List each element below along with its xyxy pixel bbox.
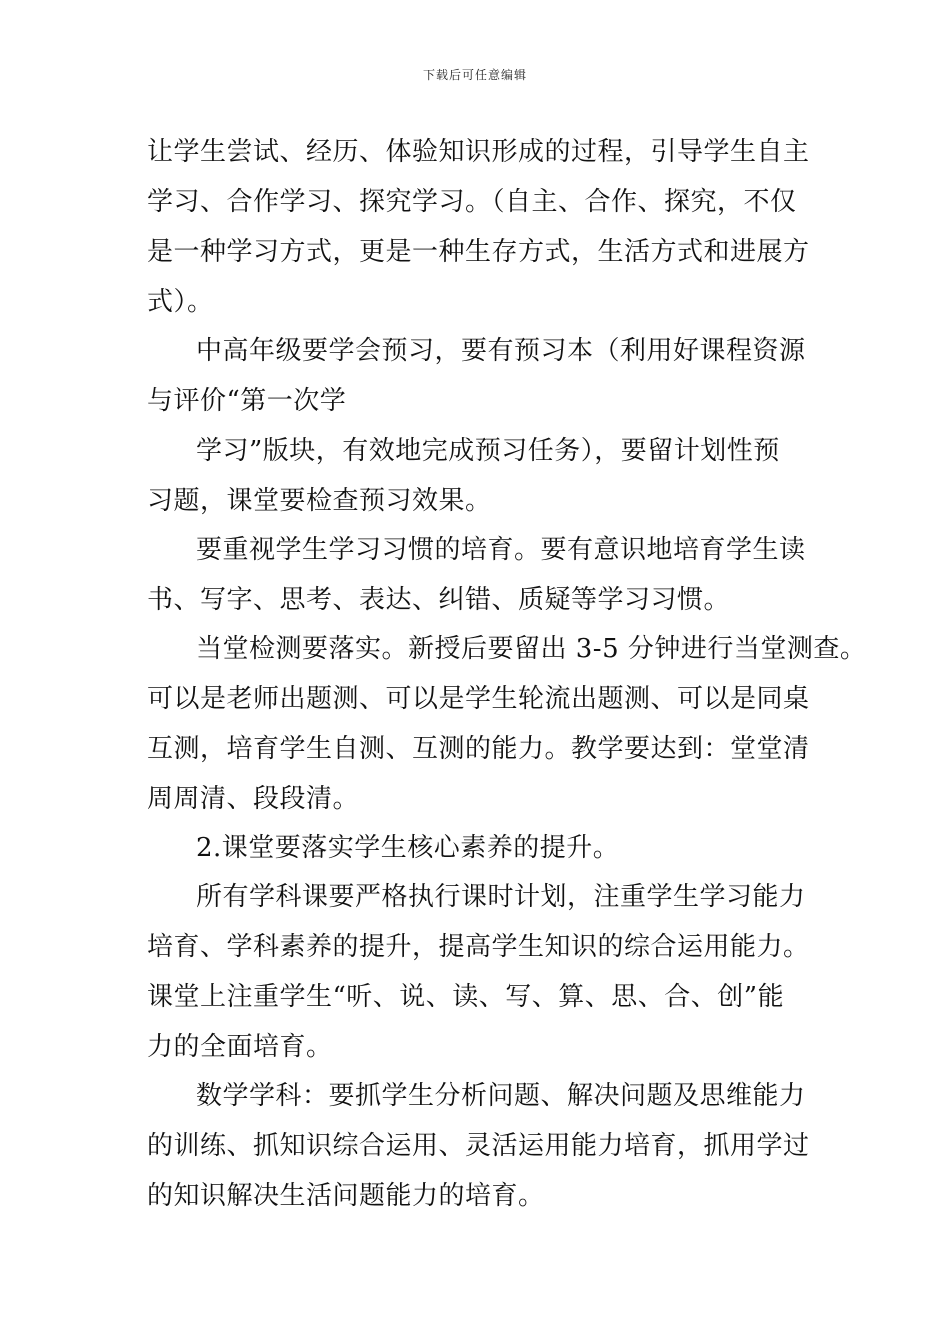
section-heading: 2.课堂要落实学生核心素养的提升。 <box>196 833 620 863</box>
paragraph-line: 互测，培育学生自测、互测的能力。教学要达到：堂堂清 <box>147 734 810 764</box>
paragraph-line: 可以是老师出题测、可以是学生轮流出题测、可以是同桌 <box>147 684 810 714</box>
paragraph-line: 的训练、抓知识综合运用、灵活运用能力培育，抓用学过 <box>147 1131 810 1161</box>
paragraph-line: 当堂检测要落实。新授后要留出 3-5 分钟进行当堂测查。 <box>196 634 867 664</box>
paragraph-line: 的知识解决生活问题能力的培育。 <box>147 1181 545 1211</box>
paragraph-line: 学习、合作学习、探究学习。（自主、合作、探究，不仅 <box>147 187 797 217</box>
paragraph-line: 式）。 <box>147 287 214 317</box>
page-header: 下载后可任意编辑 <box>422 68 527 82</box>
paragraph-line: 书、写字、思考、表达、纠错、质疑等学习习惯。 <box>147 585 731 615</box>
paragraph-line: 所有学科课要严格执行课时计划，注重学生学习能力 <box>196 882 806 912</box>
paragraph-line: 学习”版块，有效地完成预习任务），要留计划性预 <box>196 436 780 466</box>
paragraph-line: 让学生尝试、经历、体验知识形成的过程，引导学生自主 <box>147 137 810 167</box>
paragraph-line: 课堂上注重学生“听、说、读、写、算、思、合、创”能 <box>147 982 785 1012</box>
paragraph-line: 是一种学习方式，更是一种生存方式，生活方式和进展方 <box>147 237 810 267</box>
paragraph-line: 周周清、段段清。 <box>147 784 360 814</box>
paragraph-line: 习题，课堂要检查预习效果。 <box>147 486 492 516</box>
paragraph-line: 与评价“第一次学 <box>147 386 347 416</box>
paragraph-line: 培育、学科素养的提升，提高学生知识的综合运用能力。 <box>147 932 810 962</box>
paragraph-line: 数学学科：要抓学生分析问题、解决问题及思维能力 <box>196 1081 806 1111</box>
paragraph-line: 中高年级要学会预习，要有预习本（利用好课程资源 <box>196 336 806 366</box>
paragraph-line: 要重视学生学习习惯的培育。要有意识地培育学生读 <box>196 535 806 565</box>
paragraph-line: 力的全面培育。 <box>147 1032 333 1062</box>
